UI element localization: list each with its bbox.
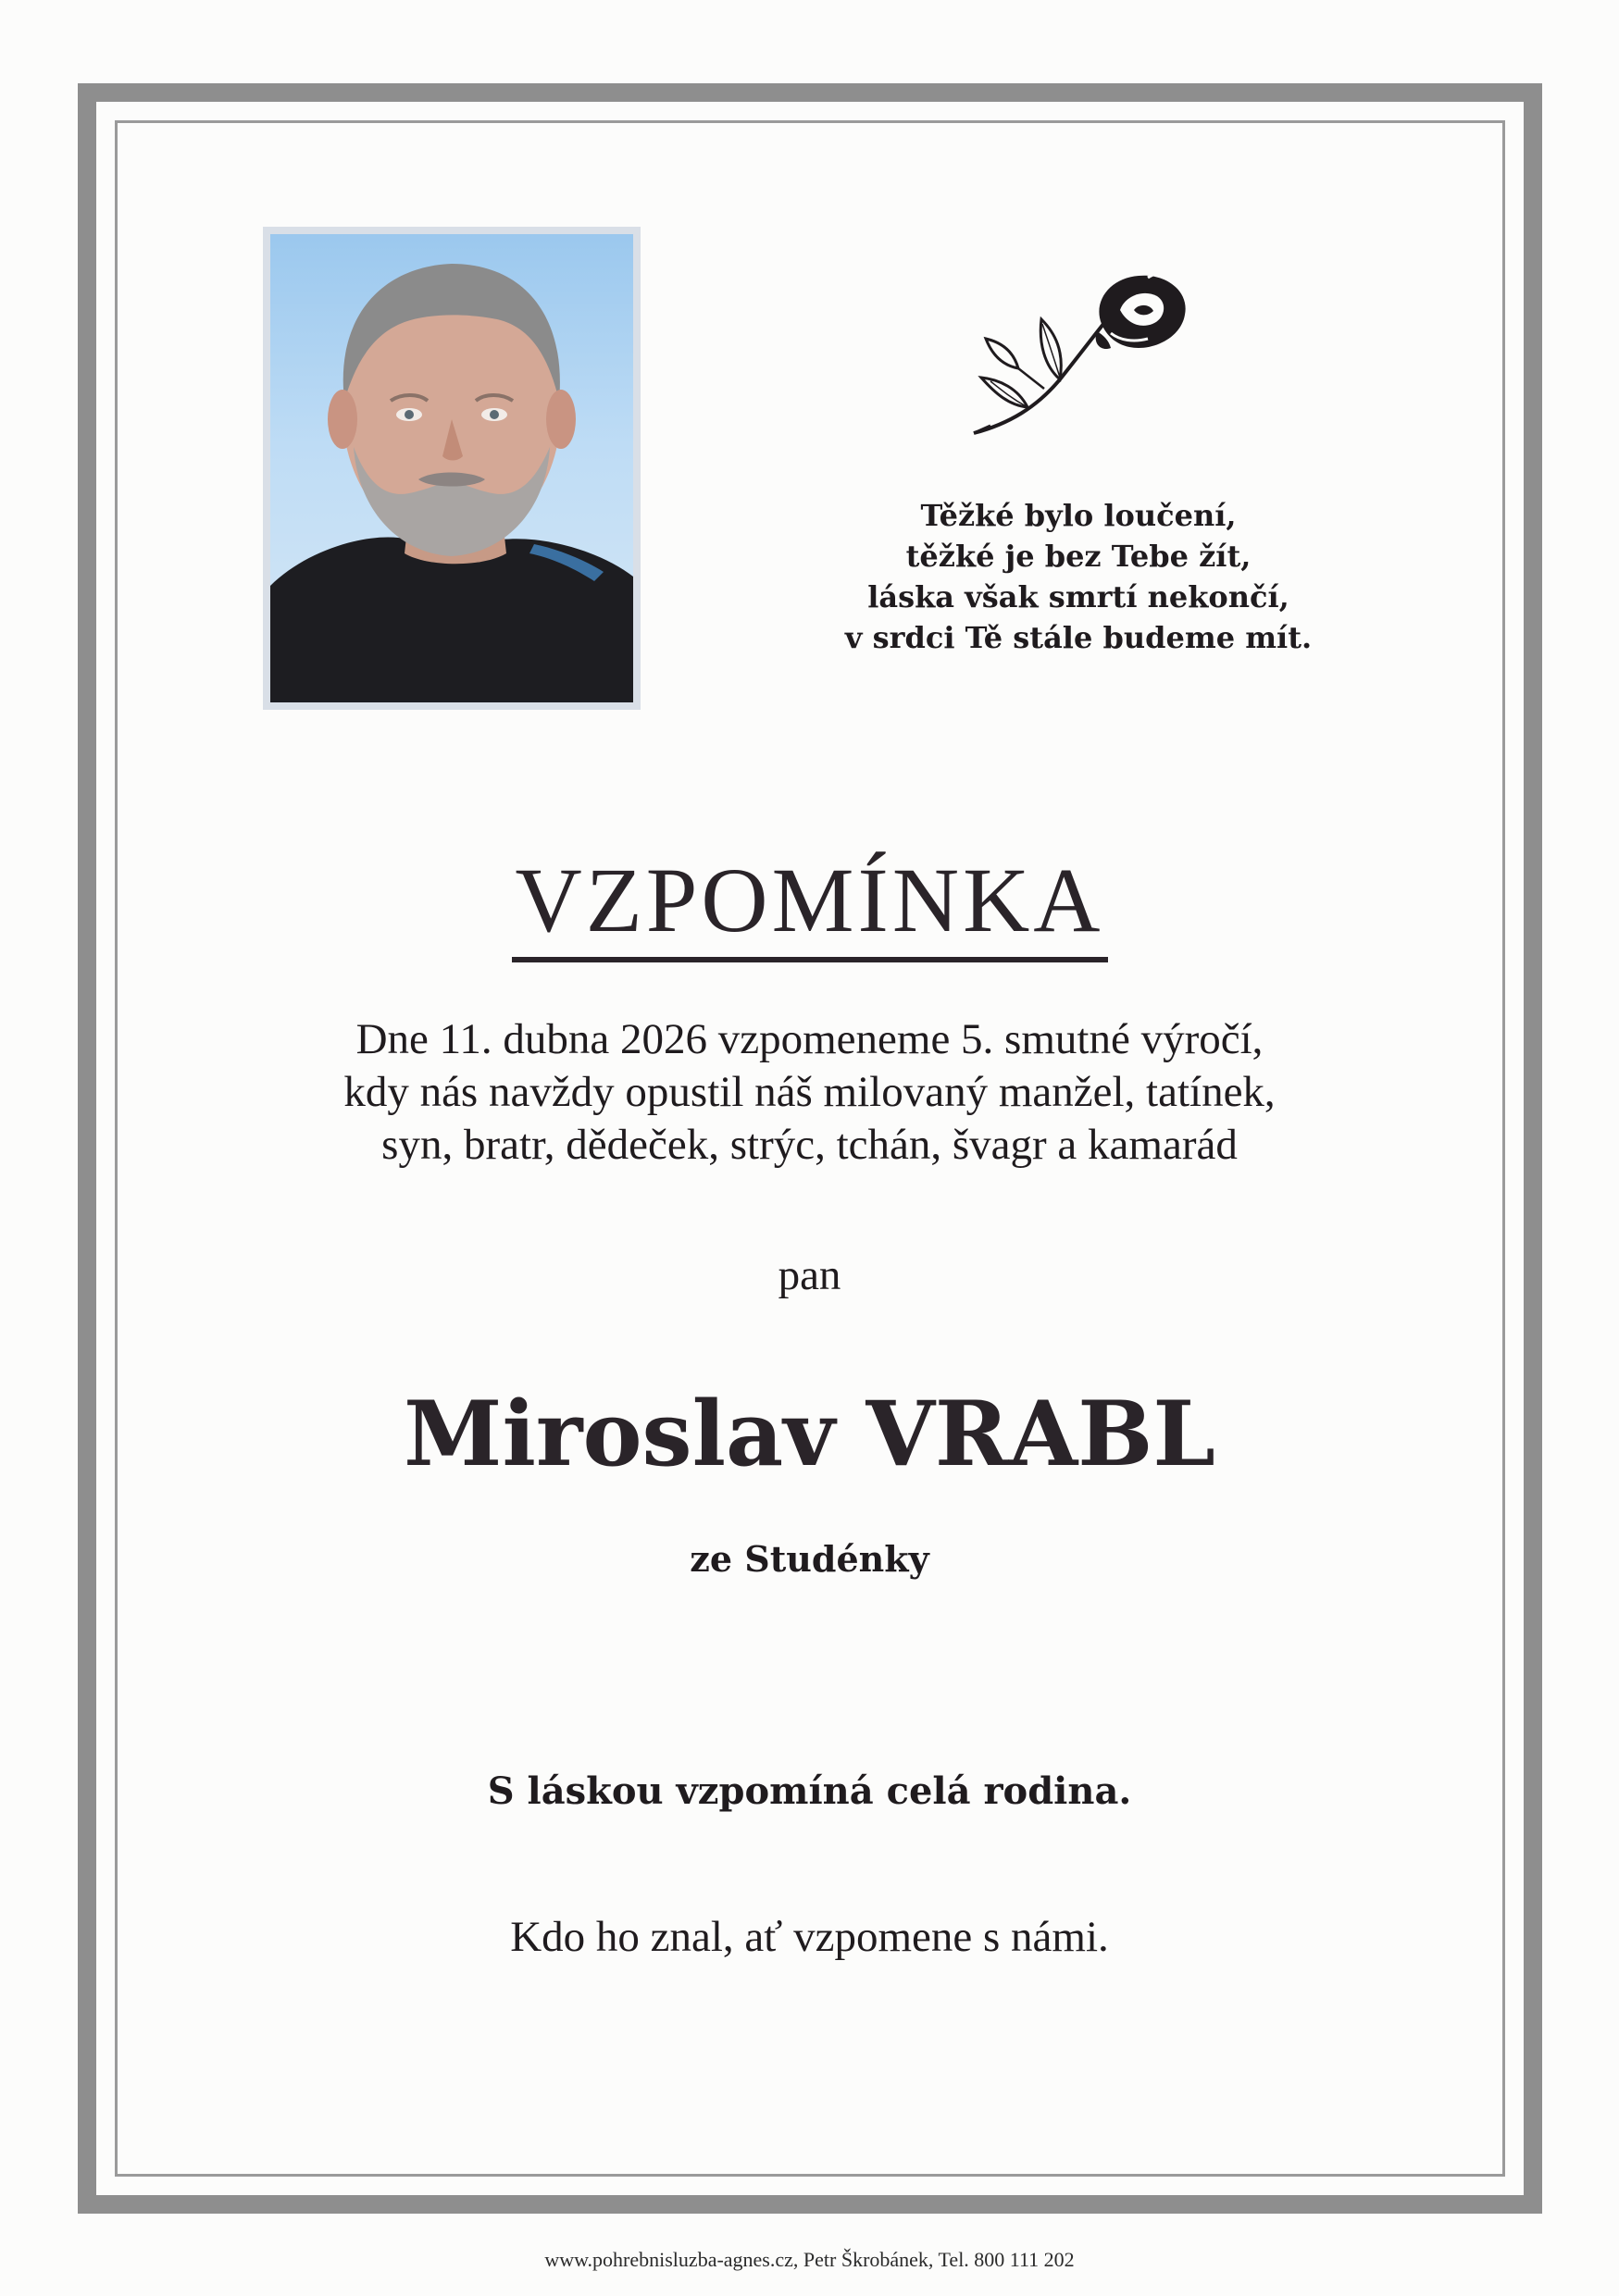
deceased-origin: ze Studénky: [690, 1538, 929, 1580]
announcement-text: [0, 1013, 1619, 1172]
poem-line: v srdci Tě stále budeme mít.: [844, 620, 1313, 655]
poem-line: láska však smrtí nekončí,: [867, 579, 1289, 614]
announcement-line: kdy nás navždy opustil náš milovaný manžel, tatínek,: [343, 1068, 1276, 1116]
announcement-line: syn, bratr, dědeček, strýc, tchán, švagr a kamarád: [381, 1121, 1238, 1169]
poem-line: těžké je bez Tebe žít,: [905, 539, 1252, 574]
poem-line: Těžké bylo loučení,: [920, 498, 1237, 533]
memorial-poem: [759, 495, 1398, 658]
footer-contact: www.pohrebnisluzba-agnes.cz, Petr Škrobánek, Tel. 800 111 202: [544, 2248, 1075, 2271]
page-title: [0, 850, 1619, 962]
closing-line: Kdo ho znal, ať vzpomene s námi.: [510, 1913, 1109, 1961]
rose-icon: [963, 259, 1203, 444]
announcement-line: Dne 11. dubna 2026 vzpomeneme 5. smutné výročí,: [355, 1015, 1264, 1063]
portrait-photo: [263, 227, 641, 710]
deceased-name: Miroslav VRABL: [404, 1382, 1215, 1486]
family-line: S láskou vzpomíná celá rodina.: [487, 1769, 1132, 1813]
page-title-text: VZPOMÍNKA: [512, 850, 1108, 962]
honorific: pan: [778, 1251, 841, 1299]
